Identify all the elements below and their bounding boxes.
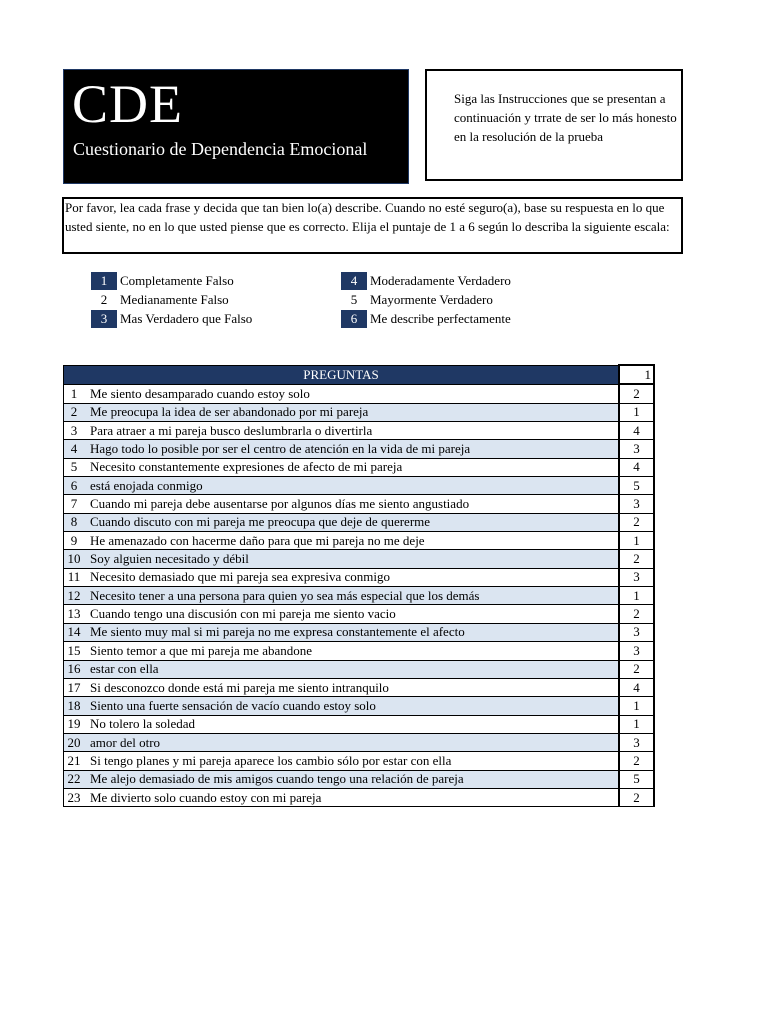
answer-cell[interactable]: 2: [619, 788, 654, 806]
scale-number: 6: [341, 310, 367, 328]
question-number: 23: [64, 788, 85, 806]
question-number: 1: [64, 384, 85, 403]
answer-cell[interactable]: 3: [619, 495, 654, 513]
answer-cell[interactable]: 2: [619, 513, 654, 531]
table-row: [64, 550, 655, 568]
question-text: Si tengo planes y mi pareja aparece los cambio sólo por estar con ella: [84, 752, 619, 770]
scale-label: Completamente Falso: [120, 273, 234, 288]
table-row: [64, 752, 655, 770]
question-number: 17: [64, 678, 85, 696]
title-banner: [63, 69, 409, 184]
scale-number: 1: [91, 272, 117, 290]
page-title: CDE: [72, 74, 183, 134]
answer-cell[interactable]: 3: [619, 623, 654, 641]
question-text: Me alejo demasiado de mis amigos cuando tengo una relación de pareja: [84, 770, 619, 788]
table-row: [64, 605, 655, 623]
answer-cell[interactable]: 2: [619, 384, 654, 403]
table-row: [64, 623, 655, 641]
table-row: [64, 477, 655, 495]
scale-number: 4: [341, 272, 367, 290]
page-subtitle: Cuestionario de Dependencia Emocional: [73, 139, 368, 159]
question-number: 3: [64, 422, 85, 440]
answer-cell[interactable]: 1: [619, 403, 654, 421]
question-text: No tolero la soledad: [84, 715, 619, 733]
answer-cell[interactable]: 5: [619, 477, 654, 495]
table-row: [64, 642, 655, 660]
table-row: [64, 458, 655, 476]
table-row: [64, 587, 655, 605]
answer-cell[interactable]: 3: [619, 568, 654, 586]
question-number: 7: [64, 495, 85, 513]
scale-number: 5: [350, 292, 358, 307]
answer-cell[interactable]: 2: [619, 660, 654, 678]
intro-box: [62, 197, 683, 254]
question-number: 11: [64, 568, 85, 586]
scale-label: Mayormente Verdadero: [370, 292, 493, 307]
question-text: Me siento muy mal si mi pareja no me expresa constantemente el afecto: [84, 623, 619, 641]
answer-cell[interactable]: 4: [619, 422, 654, 440]
question-number: 4: [64, 440, 85, 458]
table-row: [64, 678, 655, 696]
question-text: Cuando mi pareja debe ausentarse por algunos días me siento angustiado: [84, 495, 619, 513]
answer-cell[interactable]: 5: [619, 770, 654, 788]
table-row: [64, 715, 655, 733]
question-number: 20: [64, 733, 85, 751]
question-number: 8: [64, 513, 85, 531]
question-text: Me preocupa la idea de ser abandonado por mi pareja: [84, 403, 619, 421]
answer-cell[interactable]: 1: [619, 532, 654, 550]
table-row: [64, 384, 655, 403]
question-number: 13: [64, 605, 85, 623]
question-number: 9: [64, 532, 85, 550]
table-row: [64, 513, 655, 531]
table-row: [64, 495, 655, 513]
scale-number: 2: [100, 292, 108, 307]
scale-number: 3: [91, 310, 117, 328]
scale-label: Moderadamente Verdadero: [370, 273, 511, 288]
question-number: 5: [64, 458, 85, 476]
table-row: [64, 532, 655, 550]
question-number: 12: [64, 587, 85, 605]
table-row: [64, 788, 655, 806]
table-row: [64, 660, 655, 678]
table-header-preguntas: PREGUNTAS: [64, 365, 620, 384]
question-text: estar con ella: [84, 660, 619, 678]
answer-cell[interactable]: 3: [619, 440, 654, 458]
table-row: [64, 422, 655, 440]
question-number: 21: [64, 752, 85, 770]
question-text: Soy alguien necesitado y débil: [84, 550, 619, 568]
table-row: [64, 440, 655, 458]
question-text: He amenazado con hacerme daño para que mi pareja no me deje: [84, 532, 619, 550]
question-number: 6: [64, 477, 85, 495]
scale-label: Me describe perfectamente: [370, 311, 511, 326]
question-text: Hago todo lo posible por ser el centro de atención en la vida de mi pareja: [84, 440, 619, 458]
question-text: Cuando tengo una discusión con mi pareja me siento vacio: [84, 605, 619, 623]
question-text: está enojada conmigo: [84, 477, 619, 495]
question-text: amor del otro: [84, 733, 619, 751]
scale-label: Medianamente Falso: [120, 292, 229, 307]
answer-cell[interactable]: 2: [619, 605, 654, 623]
question-text: Cuando discuto con mi pareja me preocupa que deje de quererme: [84, 513, 619, 531]
question-text: Me siento desamparado cuando estoy solo: [84, 384, 619, 403]
table-row: [64, 568, 655, 586]
answer-cell[interactable]: 1: [619, 697, 654, 715]
answer-cell[interactable]: 3: [619, 733, 654, 751]
question-text: Siento una fuerte sensación de vacío cuando estoy solo: [84, 697, 619, 715]
question-text: Siento temor a que mi pareja me abandone: [84, 642, 619, 660]
table-row: [64, 403, 655, 421]
instructions-box: [425, 69, 683, 181]
table-header-row: [64, 365, 655, 384]
instructions-text: Siga las Instrucciones que se presentan a continuación y trrate de ser lo más honesto en la resolución de la prueba: [454, 91, 677, 144]
table-header-answer[interactable]: 1: [619, 365, 654, 384]
answer-cell[interactable]: 2: [619, 550, 654, 568]
table-row: [64, 733, 655, 751]
question-text: Para atraer a mi pareja busco deslumbrarla o divertirla: [84, 422, 619, 440]
question-number: 18: [64, 697, 85, 715]
answer-cell[interactable]: 3: [619, 642, 654, 660]
question-text: Necesito tener a una persona para quien yo sea más especial que los demás: [84, 587, 619, 605]
question-text: Necesito constantemente expresiones de afecto de mi pareja: [84, 458, 619, 476]
answer-cell[interactable]: 4: [619, 678, 654, 696]
question-text: Si desconozco donde está mi pareja me siento intranquilo: [84, 678, 619, 696]
question-number: 19: [64, 715, 85, 733]
question-number: 16: [64, 660, 85, 678]
question-number: 22: [64, 770, 85, 788]
questions-table: [63, 364, 655, 807]
table-row: [64, 770, 655, 788]
question-number: 2: [64, 403, 85, 421]
question-text: Me divierto solo cuando estoy con mi pareja: [84, 788, 619, 806]
question-number: 10: [64, 550, 85, 568]
question-number: 15: [64, 642, 85, 660]
table-row: [64, 697, 655, 715]
answer-cell[interactable]: 4: [619, 458, 654, 476]
scale-label: Mas Verdadero que Falso: [120, 311, 253, 326]
intro-text: Por favor, lea cada frase y decida que tan bien lo(a) describe. Cuando no esté seguro(a), base su respuesta en lo que usted siente, no en lo que usted piense que es correcto. Elija el puntaje de 1 a 6 según lo describa la siguiente escala:: [65, 200, 670, 234]
answer-cell[interactable]: 1: [619, 715, 654, 733]
question-text: Necesito demasiado que mi pareja sea expresiva conmigo: [84, 568, 619, 586]
answer-cell[interactable]: 1: [619, 587, 654, 605]
question-number: 14: [64, 623, 85, 641]
answer-cell[interactable]: 2: [619, 752, 654, 770]
